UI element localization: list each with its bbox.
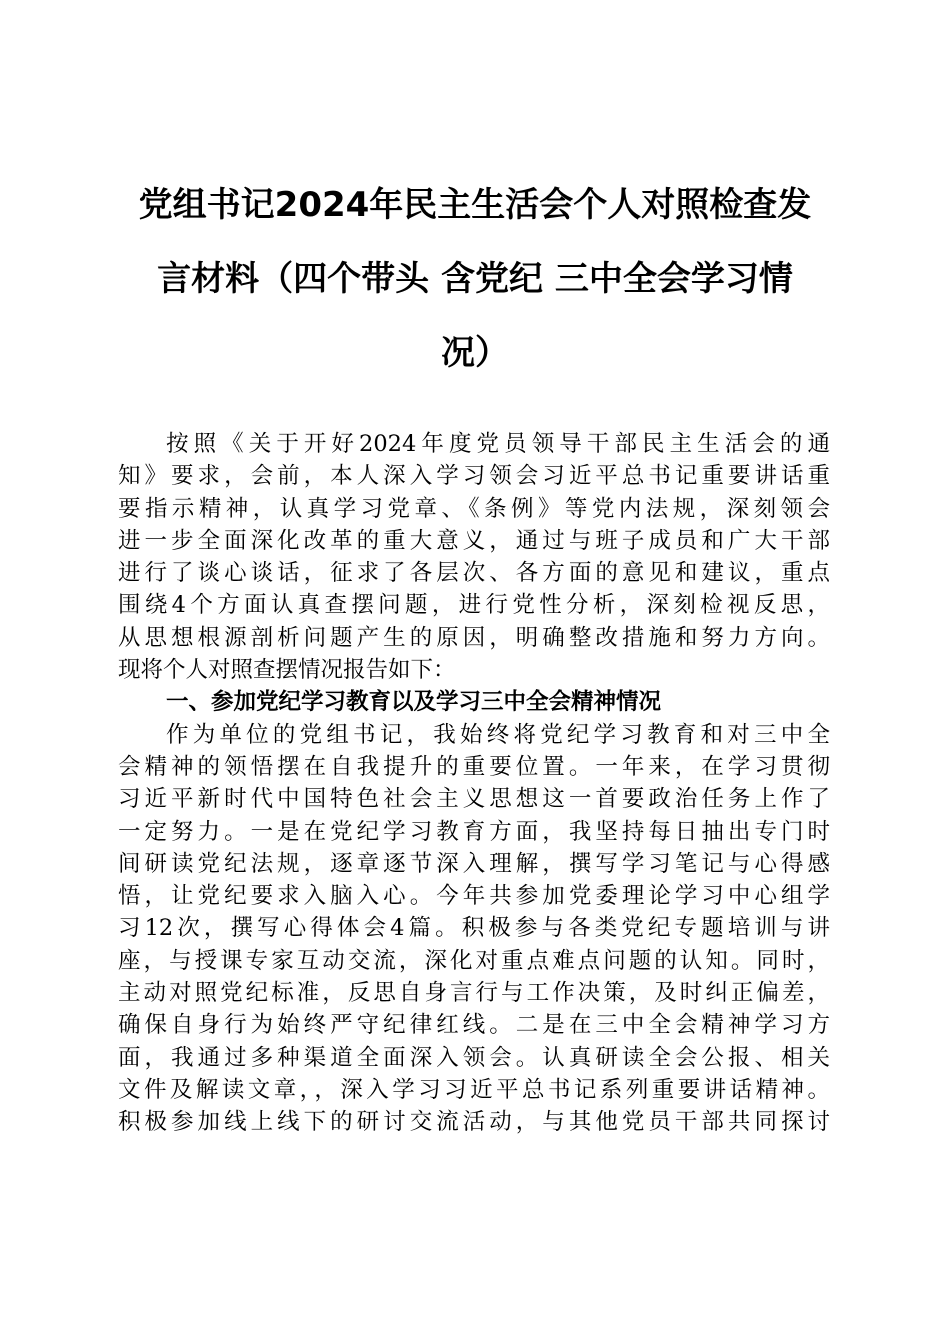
paragraph-line: 按照《关于开好2024年度党员领导干部民主生活会的通 <box>166 431 830 457</box>
paragraph-line: 文件及解读文章，，深入学习习近平总书记系列重要讲话精神。 <box>118 1076 830 1103</box>
paragraph-line: 作为单位的党组书记，我始终将党纪学习教育和对三中全 <box>166 721 830 748</box>
title-line: 况） <box>441 333 509 373</box>
paragraph-line: 座，与授课专家互动交流，深化对重点难点问题的认知。同时， <box>118 947 830 974</box>
paragraph-line: 从思想根源剖析问题产生的原因，明确整改措施和努力方向。 <box>118 624 830 651</box>
paragraph-line: 进一步全面深化改革的重大意义，通过与班子成员和广大干部 <box>118 527 830 554</box>
paragraph-line: 主动对照党纪标准，反思自身言行与工作决策，及时纠正偏差， <box>118 980 830 1007</box>
paragraph-line: 要指示精神，认真学习党章、《条例》等党内法规，深刻领会 <box>118 495 830 522</box>
paragraph-line: 确保自身行为始终严守纪律红线。二是在三中全会精神学习方 <box>118 1012 830 1039</box>
title-line: 言材料（四个带头 含党纪 三中全会学习情 <box>157 259 793 299</box>
paragraph-line: 积极参加线上线下的研讨交流活动，与其他党员干部共同探讨 <box>118 1109 830 1136</box>
paragraph-line: 习近平新时代中国特色社会主义思想这一首要政治任务上作了 <box>118 786 830 813</box>
paragraph-line: 悟，让党纪要求入脑入心。今年共参加党委理论学习中心组学 <box>118 883 830 910</box>
section-heading: 一、参加党纪学习教育以及学习三中全会精神情况 <box>166 689 662 716</box>
document-title <box>118 168 832 390</box>
paragraph-line: 面，我通过多种渠道全面深入领会。认真研读全会公报、相关 <box>118 1044 830 1071</box>
paragraph-line: 现将个人对照查摆情况报告如下： <box>118 657 456 684</box>
paragraph-line: 会精神的领悟摆在自我提升的重要位置。一年来，在学习贯彻 <box>118 753 830 780</box>
paragraph-line: 围绕4个方面认真查摆问题，进行党性分析，深刻检视反思， <box>118 592 830 619</box>
paragraph-line: 知》要求，会前，本人深入学习领会习近平总书记重要讲话重 <box>118 463 830 490</box>
paragraph-line: 间研读党纪法规，逐章逐节深入理解，撰写学习笔记与心得感 <box>118 850 830 877</box>
document-body <box>118 428 830 1139</box>
paragraph-line: 进行了谈心谈话，征求了各层次、各方面的意见和建议，重点 <box>118 560 830 587</box>
section-paragraph <box>118 719 830 1139</box>
intro-paragraph <box>118 428 830 686</box>
title-line: 党组书记2024年民主生活会个人对照检查发 <box>138 185 812 225</box>
paragraph-line: 一定努力。一是在党纪学习教育方面，我坚持每日抽出专门时 <box>118 818 830 845</box>
paragraph-line: 习12次，撰写心得体会4篇。积极参与各类党纪专题培训与讲 <box>118 915 830 942</box>
